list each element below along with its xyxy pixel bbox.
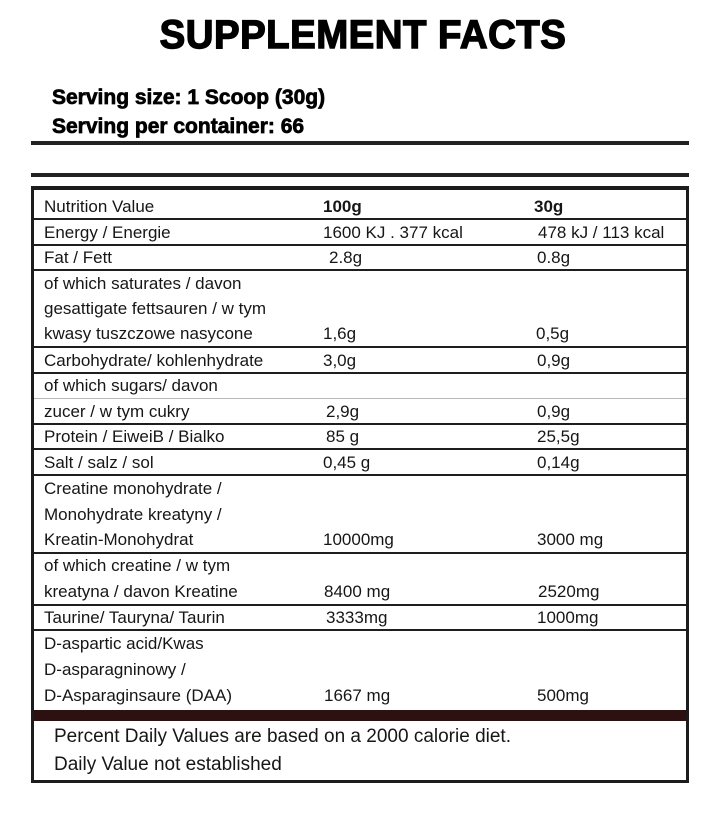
row-value-serving: 0,14g — [537, 453, 580, 472]
row-label-line: D-aspartic acid/Kwas — [44, 634, 204, 653]
divider-rule — [31, 173, 689, 177]
header-per-100g: 100g — [323, 197, 362, 216]
row-value-serving: 478 kJ / 113 kcal — [538, 223, 665, 242]
page-title: SUPPLEMENT FACTS — [159, 13, 567, 57]
row-value-100g: 8400 mg — [324, 582, 391, 601]
table-header-row — [34, 190, 686, 220]
row-value-100g: 3333mg — [326, 608, 388, 627]
row-value-serving: 0,9g — [537, 402, 571, 421]
row-value-100g: 0,45 g — [323, 453, 371, 472]
table-row-creatine — [34, 554, 686, 606]
row-label-line: Monohydrate kreatyny / — [44, 505, 222, 524]
table-row-fat — [34, 246, 686, 271]
row-label-line: zucer / w tym cukry — [44, 402, 190, 421]
row-value-serving: 0,9g — [537, 351, 571, 370]
table-row-saturates — [34, 271, 686, 348]
row-value-100g: 2.8g — [329, 248, 363, 267]
table-row-energy — [34, 220, 686, 246]
footnote-not-established: Daily Value not established — [54, 754, 282, 775]
row-value-100g: 3,0g — [323, 351, 357, 370]
divider-rule — [31, 141, 689, 145]
row-label: Carbohydrate/ kohlenhydrate — [44, 351, 264, 370]
row-label-line: gesattigate fettsauren / w tym — [44, 299, 267, 318]
row-label: Fat / Fett — [44, 248, 113, 267]
table-row-daa — [34, 631, 686, 710]
row-label-line: D-Asparaginsaure (DAA) — [44, 686, 233, 705]
row-label-line: of which creatine / w tym — [44, 556, 231, 575]
row-label-line: kreatyna / davon Kreatine — [44, 582, 238, 601]
row-value-serving: 25,5g — [537, 427, 580, 446]
table-row-salt — [34, 450, 686, 476]
row-value-100g: 2,9g — [326, 402, 360, 421]
row-value-100g: 1,6g — [323, 324, 357, 343]
row-value-100g: 10000mg — [323, 530, 394, 549]
serving-size: Serving size: 1 Scoop (30g) — [52, 86, 326, 109]
row-label-line: of which saturates / davon — [44, 274, 242, 293]
row-label-line: Kreatin-Monohydrat — [44, 530, 194, 549]
row-label: Taurine/ Tauryna/ Taurin — [44, 608, 225, 627]
row-value-serving: 2520mg — [538, 582, 600, 601]
table-row-protein — [34, 425, 686, 450]
row-value-serving: 500mg — [537, 686, 589, 705]
row-label-line: D-asparagninowy / — [44, 660, 186, 679]
header-nutrition-value: Nutrition Value — [44, 197, 155, 216]
row-label: Salt / salz / sol — [44, 453, 154, 472]
row-label: Energy / Energie — [44, 223, 171, 242]
table-row-sugars — [34, 399, 686, 425]
row-label: Protein / EiweiB / Bialko — [44, 427, 225, 446]
row-value-100g: 1600 KJ . 377 kcal — [323, 223, 463, 242]
row-label-line: of which sugars/ davon — [44, 376, 218, 395]
dark-divider-bar — [34, 710, 686, 721]
servings-per-container: Serving per container: 66 — [52, 115, 305, 138]
row-value-100g: 1667 mg — [324, 686, 391, 705]
row-value-serving: 3000 mg — [537, 530, 604, 549]
footnote-daily-values: Percent Daily Values are based on a 2000 calorie diet. — [54, 726, 511, 747]
header-per-serving: 30g — [534, 197, 564, 216]
table-row-sugars-label — [34, 374, 686, 399]
row-label-line: Creatine monohydrate / — [44, 479, 222, 498]
table-row-carbohydrate — [34, 348, 686, 374]
table-row-taurine — [34, 606, 686, 631]
table-row-creatine-monohydrate — [34, 476, 686, 554]
row-label-line: kwasy tuszczowe nasycone — [44, 324, 253, 343]
row-value-serving: 0.8g — [537, 248, 571, 267]
row-value-serving: 0,5g — [536, 324, 570, 343]
nutrition-table — [31, 186, 689, 783]
row-value-100g: 85 g — [326, 427, 360, 446]
row-value-serving: 1000mg — [537, 608, 599, 627]
